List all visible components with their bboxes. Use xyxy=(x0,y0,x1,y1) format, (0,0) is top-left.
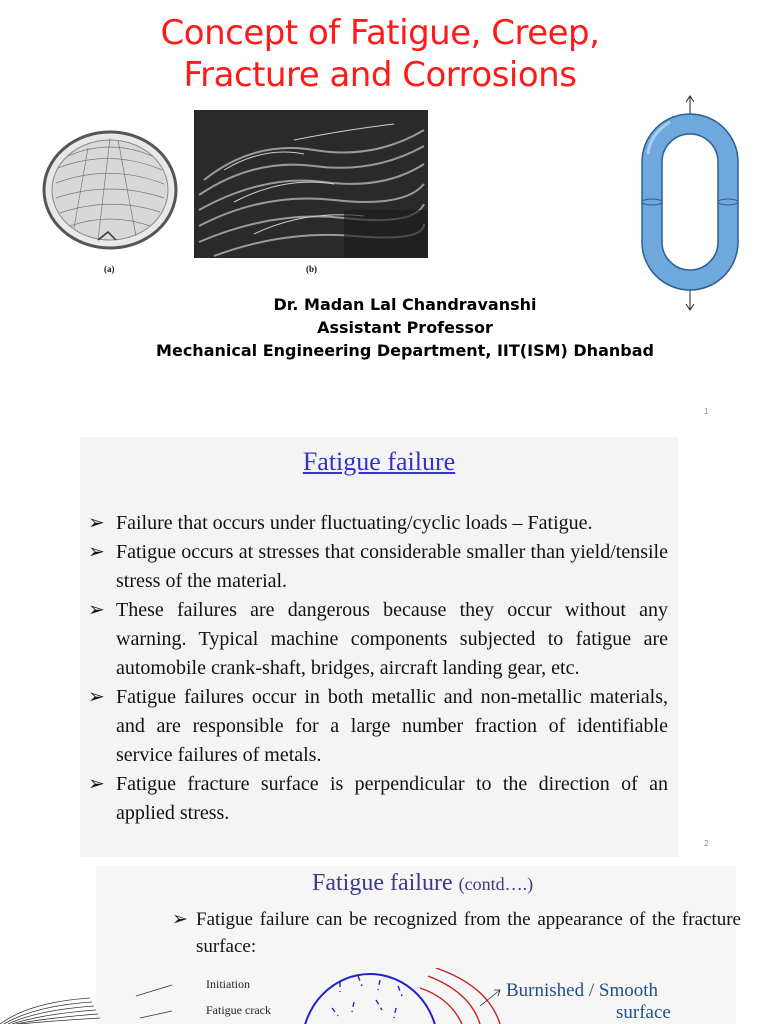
page-number: 2 xyxy=(704,839,709,848)
fracture-outline xyxy=(302,974,438,1024)
author-name: Dr. Madan Lal Chandravanshi xyxy=(273,295,537,314)
bullet-item: ➢ Fatigue occurs at stresses that considerable smaller than yield/tensile stress of the material. xyxy=(88,538,668,596)
fracture-surface-diagram xyxy=(0,968,768,1024)
slide-3 xyxy=(0,858,768,1024)
bullet-arrow-icon: ➢ xyxy=(172,909,188,930)
caption-b: (b) xyxy=(306,264,317,274)
title-text: Fatigue failure xyxy=(312,870,453,896)
slide-title xyxy=(312,870,533,897)
bullet-item: ➢ Failure that occurs under fluctuating/cyclic loads – Fatigue. xyxy=(88,509,668,538)
title-text: Fatigue failure xyxy=(302,447,456,476)
bullet-arrow-icon: ➢ xyxy=(88,541,105,563)
slide-2 xyxy=(0,425,768,857)
slide-title xyxy=(80,12,680,96)
chain-link-illustration xyxy=(630,94,748,312)
author-department: Mechanical Engineering Department, IIT(ISM) Dhanbad xyxy=(156,341,654,360)
author-block xyxy=(120,293,690,362)
label-initiation: Initiation xyxy=(206,977,250,991)
fatigue-fracture-surface-image-a xyxy=(38,128,182,260)
author-designation: Assistant Professor xyxy=(317,318,493,337)
slide-1 xyxy=(0,0,768,424)
label-fatigue-crack: Fatigue crack xyxy=(206,1003,271,1017)
title-line-1: Concept of Fatigue, Creep, xyxy=(160,13,600,53)
page-number: 1 xyxy=(704,407,709,416)
bullet-list xyxy=(88,509,668,828)
bullet-item: ➢ These failures are dangerous because they occur without any warning. Typical machine components subjected to fatigue are automobile crank-shaft, bridges, aircraft landing gear, etc. xyxy=(88,596,668,683)
bullet-arrow-icon: ➢ xyxy=(88,773,105,795)
bullet-item: ➢ Fatigue failure can be recognized from the appearance of the fracture surface: xyxy=(172,906,741,960)
bullet-item: ➢ Fatigue failures occur in both metallic and non-metallic materials, and are responsible for a large number fraction of identifiable service failures of metals. xyxy=(88,683,668,770)
title-suffix: (contd….) xyxy=(458,874,534,894)
bullet-arrow-icon: ➢ xyxy=(88,599,105,621)
bullet-arrow-icon: ➢ xyxy=(88,686,105,708)
title-line-2: Fracture and Corrosions xyxy=(183,55,577,95)
bullet-arrow-icon: ➢ xyxy=(88,512,105,534)
label-surface: surface xyxy=(616,1002,671,1023)
label-burnished: Burnished / Smooth xyxy=(506,980,659,1001)
bullet-item: ➢ Fatigue fracture surface is perpendicular to the direction of an applied stress. xyxy=(88,770,668,828)
slide-title xyxy=(80,447,678,477)
caption-a: (a) xyxy=(104,264,115,274)
fatigue-striations-micrograph-b xyxy=(194,110,428,258)
